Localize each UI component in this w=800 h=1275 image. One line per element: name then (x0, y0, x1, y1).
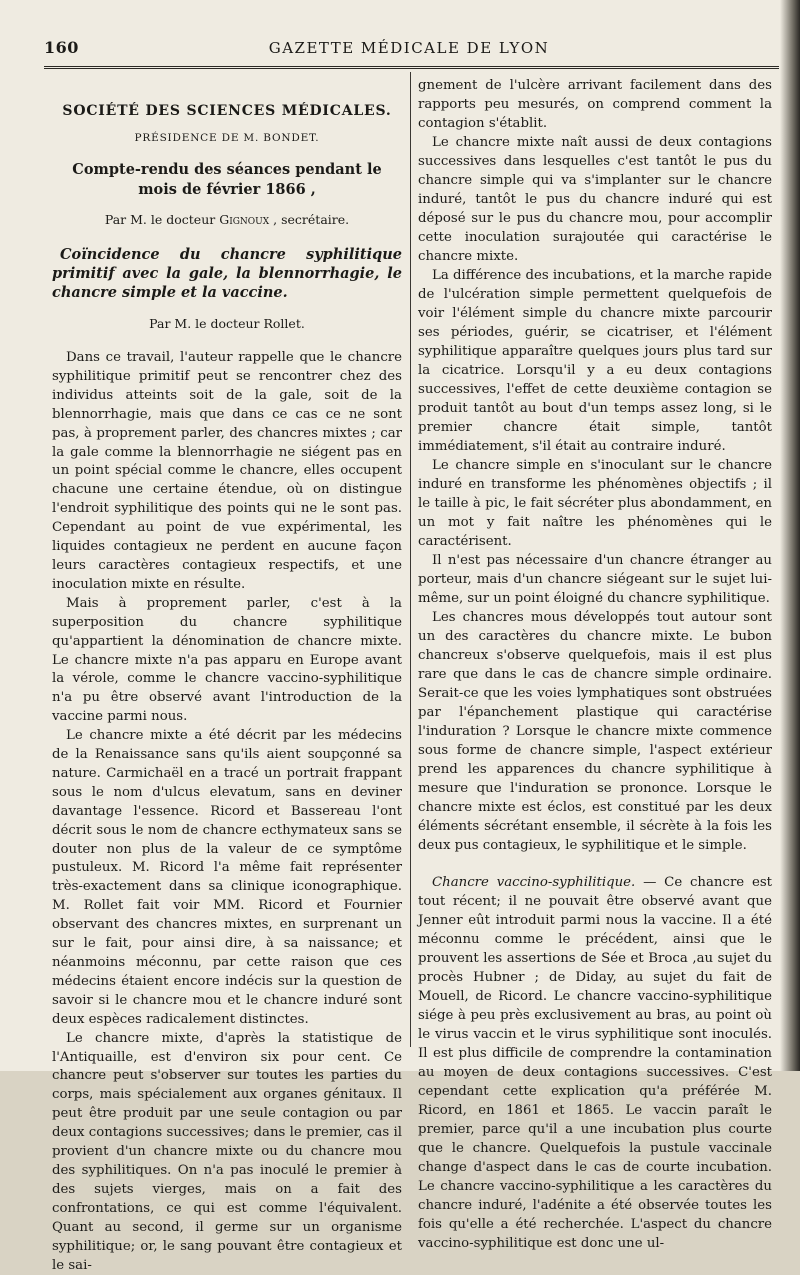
paragraph: Le chancre mixte, d'après la statistique de l'Antiquaille, est d'environ six pour cent. Ce chancre peut s'observer sur toutes les parties du corps, mais spécialement aux organes génitaux. Il peut être produit par une seule contagion ou par deux contagions successives; dans le premier, cas il provient d'un chancre mixte ou du chancre mou des syphilitiques. On n'a pas inoculé le premier à des sujets vierges, mais on a fait des confrontations, ce qui est comme l'équivalent. Quant au second, il germe sur un organisme syphilitique; or, le sang pouvant être contagieux et le sai- (52, 1030, 402, 1273)
left-column (52, 78, 402, 1275)
paragraph: Mais à proprement parler, c'est à la superposition du chancre syphilitique qu'appartient la dénomination de chancre mixte. Le chancre mixte n'a pas apparu en Europe avant la vérole, comme le chancre vaccino-syphilitique n'a pu être observé avant l'introduction de la vaccine parmi nous. (52, 595, 402, 725)
journal-title: GAZETTE MÉDICALE DE LYON (268, 39, 550, 57)
paragraph: Le chancre simple en s'inoculant sur le chancre induré en transforme les phénomènes objectifs ; il le taille à pic, le fait sécréter plus abondamment, en un mot y fait naître les phénomènes qui le caractérisent. (418, 458, 772, 549)
author-byline (52, 314, 402, 333)
left-body (52, 349, 402, 1275)
paragraph: Le chancre mixte a été décrit par les médecins de la Renaissance sans qu'ils aient soupçonné sa nature. Carmichaël en a tracé un portrait frappant sous le nom d'ulcus elevatum, sans en deviner davantage l'essence. Ricord et Bassereau l'ont décrit sous le nom de chancre ecthymateux sans se douter non plus de la valeur de ce symptôme pustuleux. M. Ricord l'a même fait représenter très-exactement dans sa clinique iconographique. M. Rollet fait voir MM. Ricord et Fournier observant des chancres mixtes, en surprenant un sur le fait, pour ainsi dire, à sa naissance; et néanmoins méconnu, par cette raison que ces médecins étaient encore indécis sur la question de savoir si le chancre mou et le chancre induré sont deux espèces radicalement distinctes. (52, 728, 402, 1027)
section-lead: Chancre vaccino-syphilitique. (432, 875, 636, 890)
author-byline-suffix: . (300, 316, 305, 331)
paragraph: Il n'est pas nécessaire d'un chancre étranger au porteur, mais d'un chancre siégeant sur le sujet lui-même, sur un point éloigné du chancre syphilitique. (418, 553, 772, 606)
paragraph: La différence des incubations, et la marche rapide de l'ulcération simple permettent quelquefois de voir l'élément simple du chancre mixte parcourir ses périodes, guérir, se cicatriser, et l'élément syphilitique apparaître quelques jours plus tard sur la cicatrice. Lorsqu'il y a eu deux contagions successives, l'effet de cette deuxième contagion se produit tantôt au bout d'un temps assez long, si le premier chancre était simple, tantôt immédiatement, s'il était au contraire induré. (418, 268, 772, 454)
paragraph: gnement de l'ulcère arrivant facilement dans des rapports peu mesurés, on comprend comment la contagion s'établit. (418, 78, 772, 131)
section-text: — Ce chancre est tout récent; il ne pouvait être observé avant que Jenner eût introduit parmi nous la vaccine. Il a été méconnu comme le précédent, ainsi que le prouvent les assertions de Sée et Broca ,au sujet du procès Hubner ; de Diday, au sujet du fait de Mouell, de Ricord. Le chancre vaccino-syphilitique siége à peu près exclusivement au bras, au point où le virus vaccin et le virus syphilitique sont inoculés. Il est plus difficile de comprendre la contamination au moyen de deux contagions successives. C'est cependant cette explication qu'a préférée M. Ricord, en 1861 et 1865. Le vaccin paraît le premier, parce qu'il a une incubation plus courte que le chancre. Quelquefois la pustule vaccinale change d'aspect dans le cas de courte incubation. Le chancre vaccino-syphilitique a les caractères du chancre induré, l'adénite a été observée toutes les fois qu'elle a été recherchée. L'aspect du chancre vaccino-syphilitique est donc une ul- (418, 875, 772, 1251)
page-header (44, 38, 774, 64)
paragraph: Les chancres mous développés tout autour sont un des caractères du chancre mixte. Le bubon chancreux s'observe quelquefois, mais il est plus rare que dans le cas de chancre simple ordinaire. Serait-ce que les voies lymphatiques sont obstruées par l'épanchement plastique qui caractérise l'induration ? Lorsque le chancre mixte commence sous forme de chancre simple, l'aspect extérieur prend les apparences du chancre syphilitique à mesure que l'induration se prononce. Lorsque le chancre mixte est éclos, est constitué par les deux éléments sécrétant ensemble, il sécrète à la fois les deux pus contagieux, le syphilitique et le simple. (418, 610, 772, 853)
presidence-line: PRÉSIDENCE DE M. BONDET. (134, 132, 320, 144)
section-gap (418, 855, 772, 873)
header-rule (44, 66, 779, 69)
secretary-byline (52, 210, 402, 229)
vaccino-paragraph (418, 873, 772, 1253)
column-divider (410, 72, 411, 1047)
compte-rendu-heading: Compte-rendu des séances pendant le mois de février 1866 , (72, 161, 382, 198)
byline-prefix: Par M. le docteur (104, 212, 220, 227)
author-name: Rollet (263, 316, 301, 331)
author-byline-prefix: Par M. le docteur (149, 316, 264, 331)
article-title: Coïncidence du chancre syphilitique primitif avec la gale, la blennorrhagie, le chancre simple et la vaccine. (52, 246, 402, 301)
right-column (418, 76, 772, 1253)
page-number: 160 (44, 38, 79, 57)
byline-suffix: , secrétaire. (269, 212, 350, 227)
paragraph: Dans ce travail, l'auteur rappelle que le chancre syphilitique primitif peut se rencontrer chez des individus atteints soit de la gale, soit de la blennorrhagie, mais que dans ce cas ce ne sont pas, à proprement parler, des chancres mixtes ; car la gale comme la blennorrhagie ne siégent pas en un point spécial comme le chancre, elles occupent chacune une certaine étendue, où on distingue l'endroit syphilitique des points qui ne le sont pas. Cependant au point de vue expérimental, les liquides contagieux ne perdent en aucune façon leurs caractères contagieux respectifs, et une inoculation mixte en résulte. (52, 350, 402, 592)
society-heading: SOCIÉTÉ DES SCIENCES MÉDICALES. (62, 103, 392, 119)
paragraph: Le chancre mixte naît aussi de deux contagions successives dans lesquelles c'est tantôt le pus du chancre simple qui va s'implanter sur le chancre induré, tantôt le pus du chancre induré qui est déposé sur le pus du chancre mou, pour accomplir cette inoculation surajoutée qui caractérise le chancre mixte. (418, 135, 772, 264)
byline-name: Gignoux (219, 212, 270, 227)
